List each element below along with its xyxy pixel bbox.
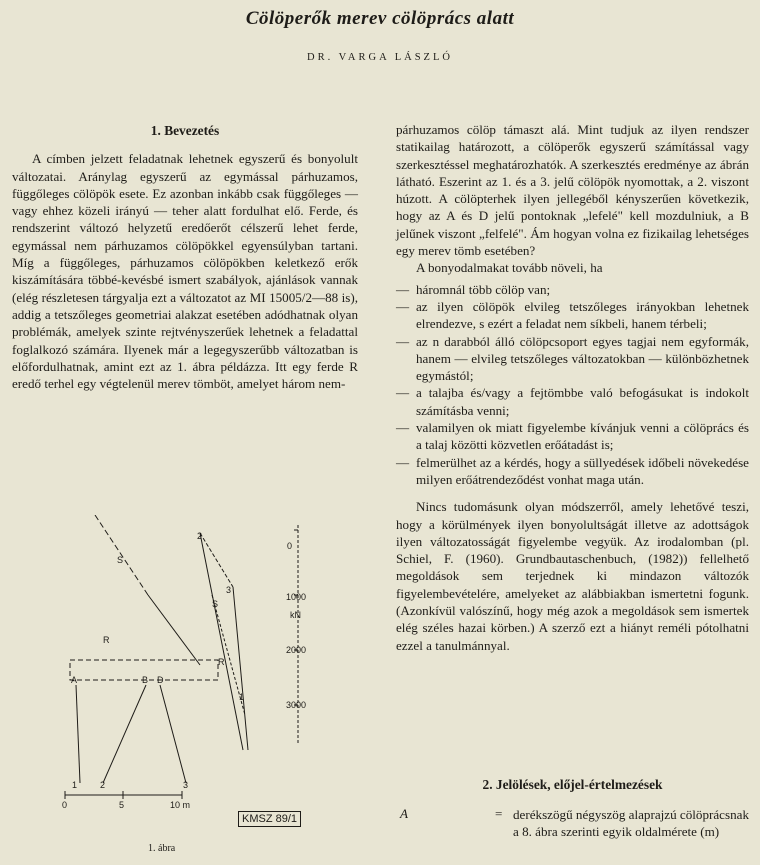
list-item: — felmerülhet az a kérdés, hogy a süllyedések időbeli növekedése milyen erőátrendeződést vonhat maga után.: [396, 454, 749, 489]
list-item: — háromnál több cölöp van;: [396, 281, 749, 298]
figure-label-a: A: [71, 675, 78, 685]
section1-heading: 1. Bevezetés: [150, 123, 220, 138]
figure-label-pile1: 1: [72, 780, 78, 790]
left-column: [12, 122, 358, 392]
list-item: — valamilyen ok miatt figyelembe kívánjuk venni a cölöprács és a talaj közötti közvetlen erőátadást is;: [396, 419, 749, 454]
section2-heading: 2. Jelölések, előjel-értelmezések: [482, 777, 663, 792]
list-item: — az ilyen cölöpök elvileg tetszőleges irányokban lehetnek elrendezve, s ezért a feladat nem síkbeli, hanem térbeli;: [396, 298, 749, 333]
polygon-label-1: 1: [239, 692, 245, 702]
figure-caption: 1. ábra: [148, 843, 176, 854]
length-scale-label: 10 m: [170, 800, 191, 810]
figure-label-s: S: [117, 555, 124, 565]
force-scale-label: 2000: [286, 645, 307, 655]
definition-symbol: A: [400, 806, 408, 821]
force-scale-unit: kN: [290, 610, 301, 620]
section1-paragraph2: A bonyodalmakat tovább növeli, ha: [416, 260, 603, 276]
author-name: DR. VARGA LÁSZLÓ: [307, 52, 453, 63]
paper-title: Cölöperők merev cölöprács alatt: [245, 8, 515, 29]
complication-list: [396, 281, 749, 489]
figure-label-r: R: [103, 635, 110, 645]
pile-line-1: [76, 685, 80, 783]
force-scale-label: 1000: [286, 592, 307, 602]
figure-label-pile2: 2: [100, 780, 106, 790]
definition-text: derékszögű négyszög alaprajzú cölöprácsnak a 8. ábra szerinti egyik oldalmérete (m): [513, 807, 749, 840]
figure-stamp: KMSZ 89/1: [238, 811, 301, 827]
right-column: [396, 121, 749, 654]
section1-paragraph3: Nincs tudomásunk olyan módszerről, amely lehetővé teszi, hogy a körülmények ilyen bonyolultságát illetve az adottságok ilyen változatosságát figyelembe vegyük. Az irodalomban (pl. Schiel, F. (1960). Grundbautaschenbuch, (1982)) fellelhető megoldások sem terjednek ki mindazon változók figyelembevételére, amelyeket az alábbiakban ismertetni fogunk. (Azonkívül valószínű, hogy még azok a megoldások sem ismertek elég széles hazai körben.) A szerző ezt a hiányt reméli pótolhatni ezzel a tanulmánnyal.: [396, 499, 749, 653]
force-polygon-edge: [233, 587, 248, 750]
force-scale-label: 0: [287, 541, 293, 551]
length-scale-label: 5: [119, 800, 125, 810]
pile-line-2: [103, 685, 146, 783]
figure-label-d: D: [157, 675, 164, 685]
force-scale-label: 3000: [286, 700, 307, 710]
force-polygon-edge: [200, 533, 243, 750]
polygon-label-r: R: [218, 657, 225, 667]
definition-equals: =: [495, 806, 503, 821]
polygon-label-s: S: [212, 599, 219, 609]
list-item: — az n darabból álló cölöpcsoport egyes tagjai nem egyformák, hanem — elvileg tetszőleges változatokban — különbözhetnek egymástól;: [396, 333, 749, 385]
section1-paragraph1-continued: párhuzamos cölöp támaszt alá. Mint tudjuk az ilyen rendszer statikailag határozott, a cölöperők egyszerű számítással vagy szerkesztéssel meghatározhatók. A szerkesztés eredménye az ábrán látható. Eszerint az 1. és a 3. jelű cölöpök nyomottak, a 2. viszont húzott. A cölöpterhek ilyen jellegéből kényszerűen következik, hogy az A és D jelű pontoknak „lefelé" kell mozdulniuk, a B jelűnek viszont „felfelé". Ám hogyan volna ez fizikailag lehetséges egy merev tömb esetében?: [396, 122, 749, 259]
polygon-label-2: 2: [197, 531, 203, 541]
figure-label-b: B: [142, 675, 149, 685]
length-scale-label: 0: [62, 800, 68, 810]
list-item: — a talajba és/vagy a fejtömbbe való befogásukat is indokolt számításba venni;: [396, 384, 749, 419]
section1-paragraph1: A címben jelzett feladatnak lehetnek egyszerű és bonyolult változatai. Aránylag egyszerű az egymással párhuzamos, függőleges cölöpök esete. Ez azonban inkább csak függőleges — vagy ehhez közeli irányú — teher alatt fordulhat elő. Ferde, és rendszerint változó helyzetű eredőerőt célszerű lehet ferde, egymással nem párhuzamos cölöpökkel egyensúlyban tartani. Míg a függőleges, párhuzamos cölöpökben keletkező erők kiszámítására többé-kevésbé ismert szabályok, ajánlások vannak (elég részletesen tárgyalja ezt a változatot az MI 15005/2—88 is), addig a tetszőleges geometriai alakzat esetében adódhatnak olyan problémák, amelyek szinte rejtvényszerűek lehetnek a feladattal foglalkozó számára. Ilyenek már a legegyszerűbb változatban is előfordulhatnak, amint ezt az 1. ábra példázza. Itt egy ferde R eredő terhel egy végtelenül merev tömböt, amelyet három nem-: [12, 151, 358, 392]
polygon-label-3: 3: [226, 585, 232, 595]
figure-label-pile3: 3: [183, 780, 189, 790]
pile-line-3: [160, 685, 186, 783]
figure-1-diagram: [40, 515, 340, 855]
resultant-line-r: [148, 595, 200, 665]
